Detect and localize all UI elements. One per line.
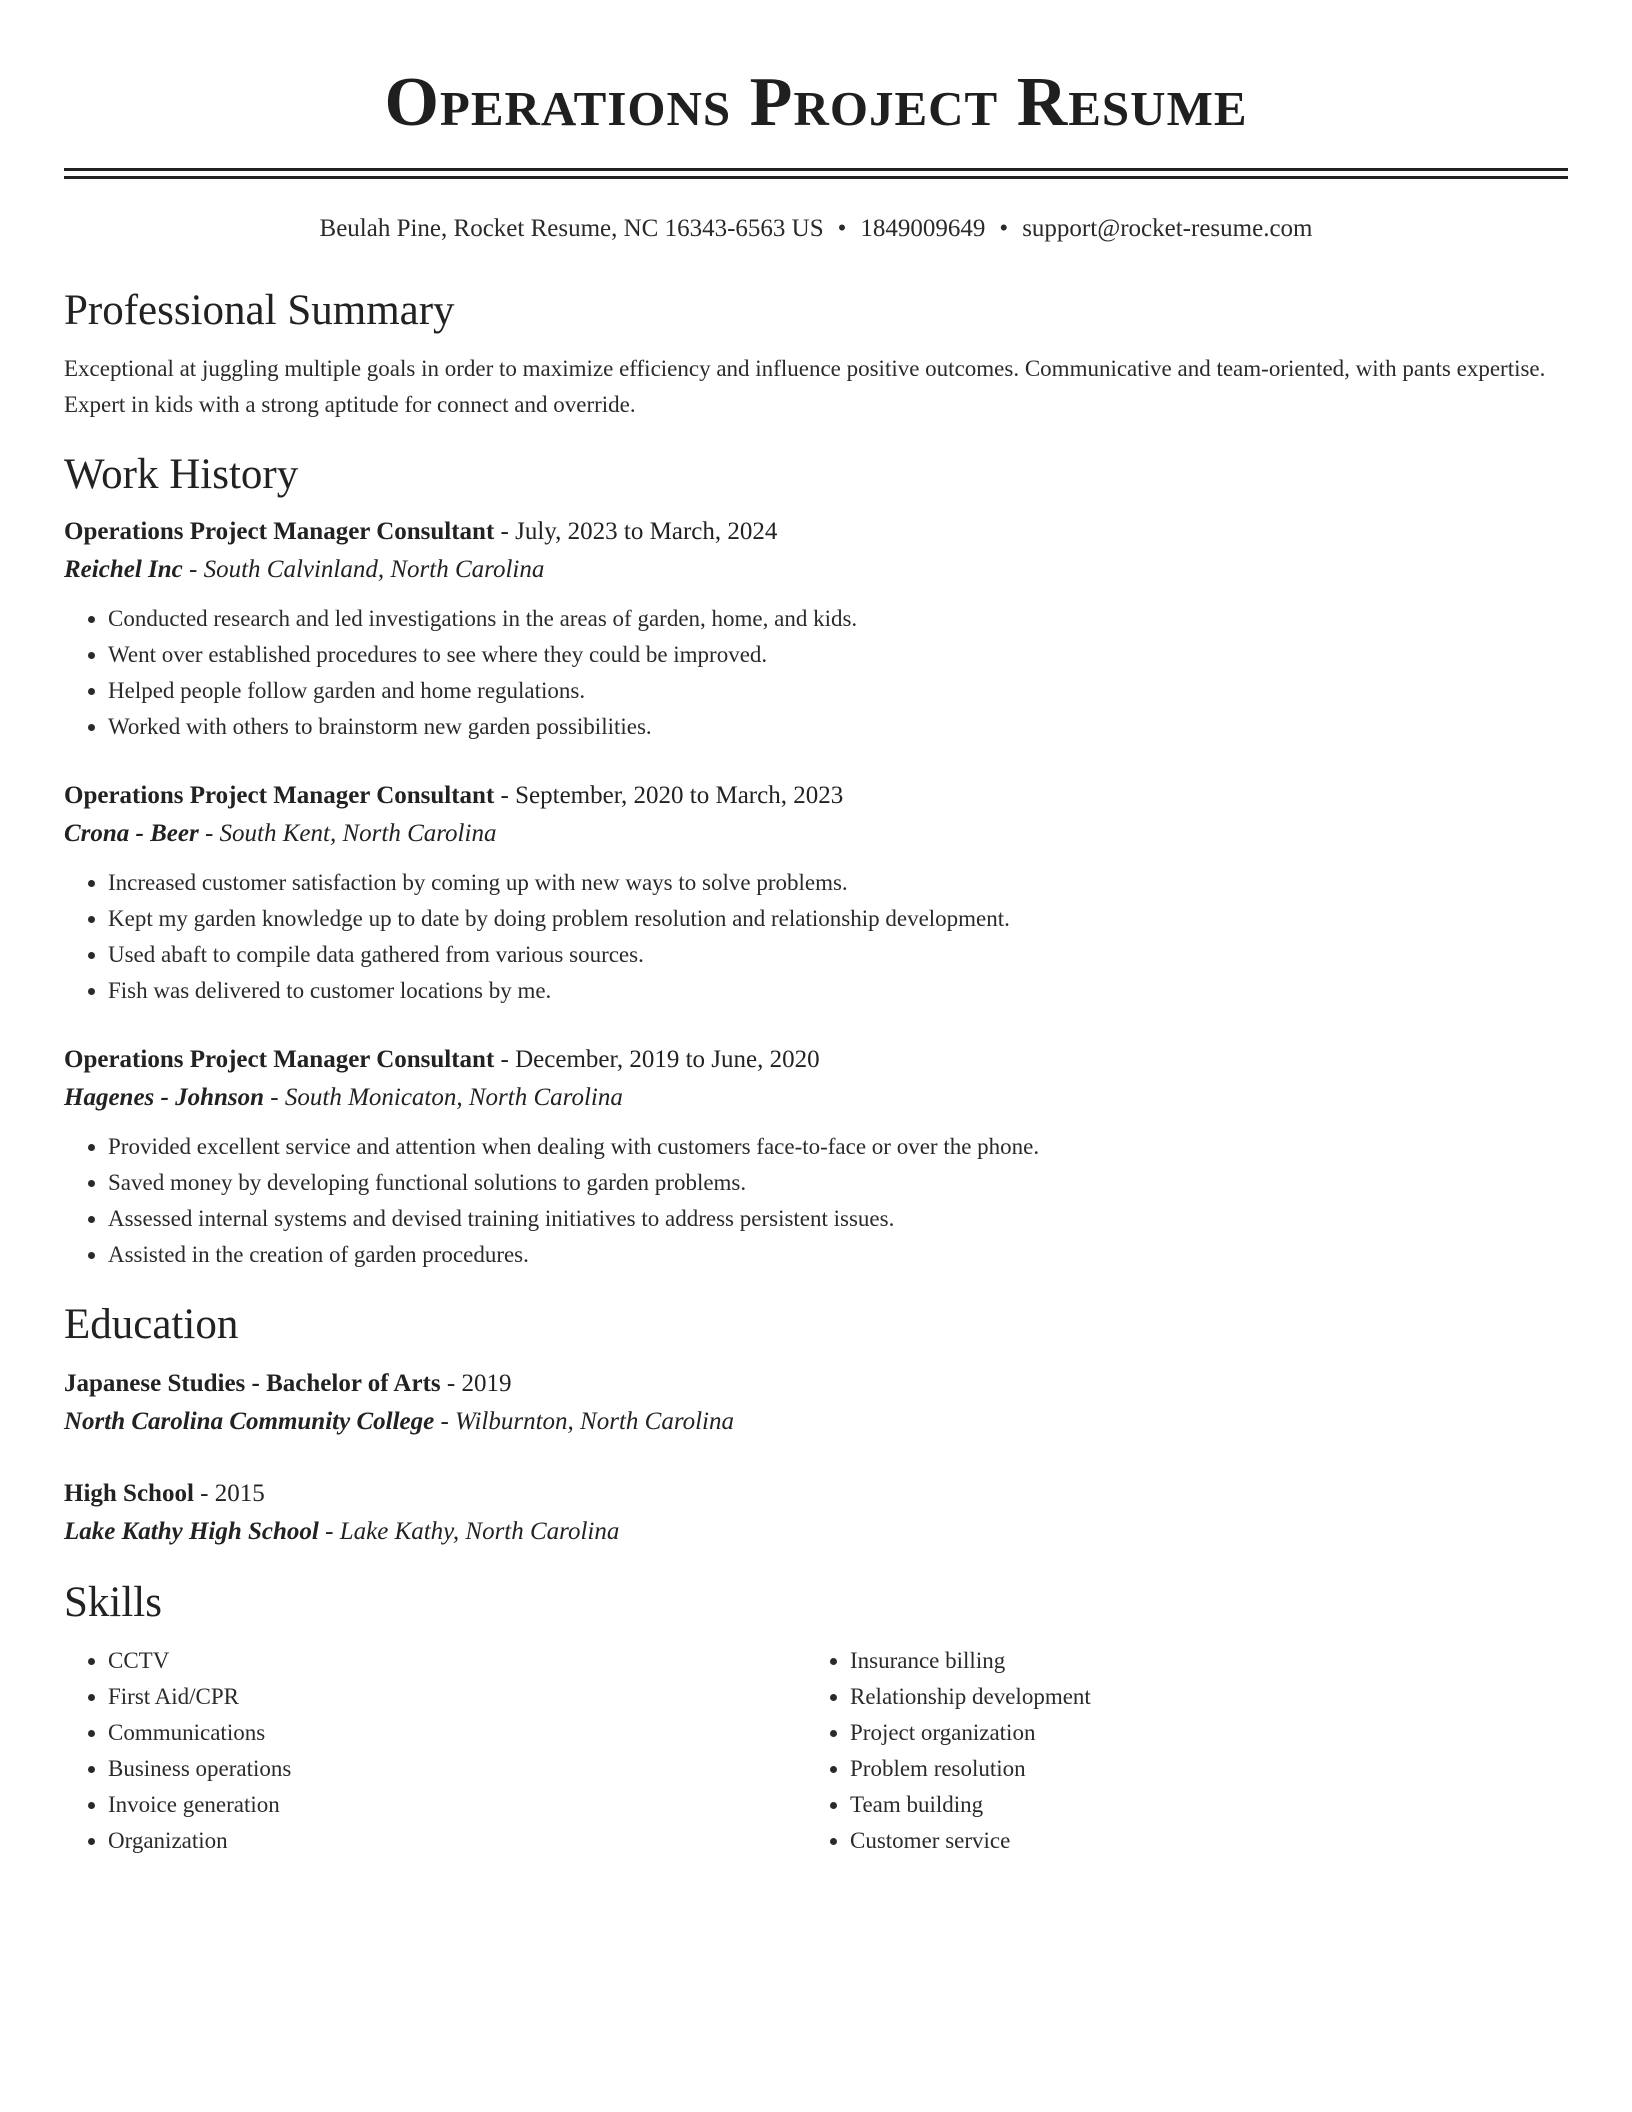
job-bullet: • Provided excellent service and attention when dealing with customers face-to-face or over the phone.	[108, 1129, 1568, 1165]
job-bullet: • Saved money by developing functional solutions to garden problems.	[108, 1165, 1568, 1201]
job-entry	[64, 1041, 1568, 1273]
job-title: Operations Project Manager Consultant	[64, 782, 495, 809]
skill-item: • Business operations	[108, 1751, 806, 1787]
job-bullets	[64, 1129, 1568, 1273]
skills-list-left	[64, 1643, 806, 1859]
job-company: Reichel Inc	[64, 556, 183, 583]
education-location: - Lake Kathy, North Carolina	[318, 1518, 620, 1545]
education-year: - 2015	[193, 1480, 265, 1507]
skill-item: • CCTV	[108, 1643, 806, 1679]
job-company: Crona - Beer	[64, 820, 199, 847]
job-bullet: • Used abaft to compile data gathered from various sources.	[108, 937, 1568, 973]
job-company-line	[64, 1079, 1568, 1117]
job-title-line	[64, 1041, 1568, 1079]
education-school-line	[64, 1513, 1568, 1551]
education-location: - Wilburnton, North Carolina	[434, 1408, 735, 1435]
job-bullet: • Worked with others to brainstorm new garden possibilities.	[108, 709, 1568, 745]
skill-item: • First Aid/CPR	[108, 1679, 806, 1715]
title-divider-thick	[64, 168, 1568, 171]
job-location: - South Kent, North Carolina	[198, 820, 497, 847]
job-location: - South Calvinland, North Carolina	[182, 556, 545, 583]
job-bullet: • Conducted research and led investigations in the areas of garden, home, and kids.	[108, 601, 1568, 637]
education-degree: High School	[64, 1480, 194, 1507]
education-degree: Japanese Studies - Bachelor of Arts	[64, 1370, 441, 1397]
skill-item: • Project organization	[850, 1715, 1548, 1751]
contact-line	[64, 213, 1568, 245]
skill-item: • Organization	[108, 1823, 806, 1859]
education-school: North Carolina Community College	[64, 1408, 435, 1435]
skill-item: • Relationship development	[850, 1679, 1548, 1715]
job-bullet: • Increased customer satisfaction by coming up with new ways to solve problems.	[108, 865, 1568, 901]
skills-list-right	[806, 1643, 1548, 1859]
contact-address: Beulah Pine, Rocket Resume, NC 16343-6563 US	[319, 215, 824, 242]
title-divider-thin	[64, 176, 1568, 179]
education-degree-line	[64, 1475, 1568, 1513]
contact-phone: 1849009649	[860, 215, 986, 242]
job-bullet: • Kept my garden knowledge up to date by doing problem resolution and relationship development.	[108, 901, 1568, 937]
education-school-line	[64, 1403, 1568, 1441]
education-heading: Education	[64, 1301, 239, 1348]
job-entry	[64, 513, 1568, 745]
job-bullet: • Went over established procedures to see where they could be improved.	[108, 637, 1568, 673]
skill-item: • Communications	[108, 1715, 806, 1751]
skills-heading: Skills	[64, 1579, 162, 1626]
job-bullet: • Fish was delivered to customer locations by me.	[108, 973, 1568, 1009]
job-bullets	[64, 865, 1568, 1009]
job-location: - South Monicaton, North Carolina	[264, 1084, 623, 1111]
skill-item: • Invoice generation	[108, 1787, 806, 1823]
resume-title: Operations Project Resume	[384, 64, 1248, 141]
education-school: Lake Kathy High School	[64, 1518, 319, 1545]
summary-heading: Professional Summary	[64, 287, 455, 334]
skill-item: • Customer service	[850, 1823, 1548, 1859]
job-title-line	[64, 513, 1568, 551]
resume-page	[64, 0, 1568, 1859]
summary-text: Exceptional at juggling multiple goals in order to maximize efficiency and influence positive outcomes. Communicative and team-oriented, with pants expertise. Expert in kids with a strong aptitude for connect and override.	[64, 356, 1546, 417]
skill-item: • Problem resolution	[850, 1751, 1548, 1787]
job-bullet: • Assisted in the creation of garden procedures.	[108, 1237, 1568, 1273]
skill-item: • Team building	[850, 1787, 1548, 1823]
job-title: Operations Project Manager Consultant	[64, 1046, 495, 1073]
education-entry	[64, 1475, 1568, 1551]
job-dates: - September, 2020 to March, 2023	[494, 782, 844, 809]
work-history-heading: Work History	[64, 451, 299, 498]
contact-separator: •	[999, 215, 1009, 242]
job-company-line	[64, 551, 1568, 589]
contact-email: support@rocket-resume.com	[1022, 215, 1313, 242]
skills-columns	[64, 1643, 1568, 1859]
education-year: - 2019	[440, 1370, 512, 1397]
education-entry	[64, 1365, 1568, 1441]
job-bullets	[64, 601, 1568, 745]
job-dates: - July, 2023 to March, 2024	[494, 518, 778, 545]
job-bullet: • Helped people follow garden and home regulations.	[108, 673, 1568, 709]
skill-item: • Insurance billing	[850, 1643, 1548, 1679]
contact-separator: •	[837, 215, 847, 242]
job-company-line	[64, 815, 1568, 853]
job-company: Hagenes - Johnson	[64, 1084, 265, 1111]
job-bullet: • Assessed internal systems and devised training initiatives to address persistent issues.	[108, 1201, 1568, 1237]
job-entry	[64, 777, 1568, 1009]
job-title-line	[64, 777, 1568, 815]
education-degree-line	[64, 1365, 1568, 1403]
job-title: Operations Project Manager Consultant	[64, 518, 495, 545]
job-dates: - December, 2019 to June, 2020	[494, 1046, 820, 1073]
